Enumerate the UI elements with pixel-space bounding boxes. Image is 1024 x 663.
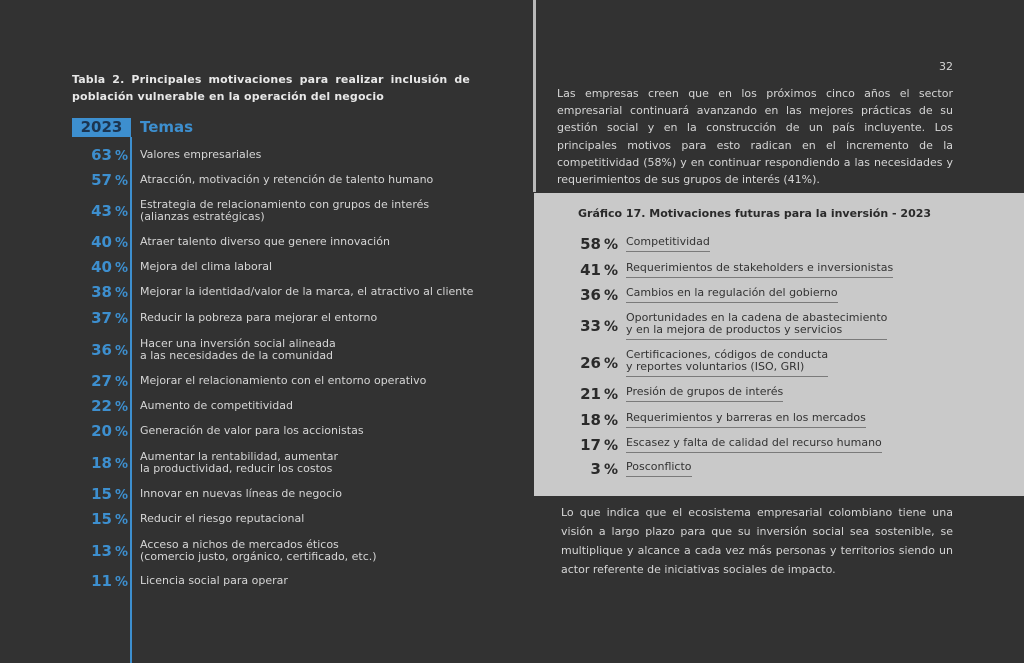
chart-item-percent <box>560 286 618 304</box>
chart-item-value: 41 <box>580 261 601 279</box>
chart-item <box>560 349 828 377</box>
table-row <box>60 199 480 223</box>
row-percent-symbol: % <box>114 261 128 276</box>
chart-item-value: 18 <box>580 411 601 429</box>
table-row <box>60 485 480 503</box>
chart-item-label: Cambios en la regulación del gobierno <box>626 287 838 303</box>
chart-item-value: 33 <box>580 317 601 335</box>
row-text: Estrategia de relacionamiento con grupos de interés (alianzas estratégicas) <box>140 198 430 223</box>
chart-item-percent <box>560 235 618 253</box>
row-percent-symbol: % <box>114 425 128 440</box>
chart-item-percent <box>560 317 618 335</box>
table-row <box>60 283 480 301</box>
chart-item-label: Escasez y falta de calidad del recurso humano <box>626 437 882 453</box>
row-percent <box>60 485 128 503</box>
chart-item-label: Certificaciones, códigos de conducta y reportes voluntarios (ISO, GRI) <box>626 349 828 377</box>
row-percent-value: 22 <box>91 397 112 415</box>
chart-item-value: 26 <box>580 354 601 372</box>
row-percent-value: 15 <box>91 485 112 503</box>
table-row <box>60 233 480 251</box>
table-title: Tabla 2. Principales motivaciones para realizar inclusión de población vulnerable en la operación del negocio <box>72 73 470 103</box>
table-row <box>60 422 480 440</box>
chart-item-label: Oportunidades en la cadena de abastecimiento y en la mejora de productos y servicios <box>626 312 887 340</box>
chart-item-percent-symbol: % <box>603 356 618 372</box>
chart-item-label: Presión de grupos de interés <box>626 386 783 402</box>
row-percent <box>60 341 128 359</box>
table-row <box>60 258 480 276</box>
row-percent-value: 18 <box>91 454 112 472</box>
chart-item-percent-symbol: % <box>603 288 618 304</box>
paragraph-top: Las empresas creen que en los próximos cinco años el sector empresarial continuará avanzando en las mejores prácticas de su gestión social y en la construcción de un país incluyente. Los principales motivos para esto radican en el incremento de la competitividad (58%) y en continuar respondiendo a las necesidades y requerimientos de sus grupos de interés (41%). <box>557 87 953 187</box>
row-percent-symbol: % <box>114 575 128 590</box>
chart-item-value: 36 <box>580 286 601 304</box>
chart-item <box>560 385 783 403</box>
row-percent-symbol: % <box>114 375 128 390</box>
chart-item-label: Requerimientos y barreras en los mercados <box>626 412 866 428</box>
paragraph-bottom: Lo que indica que el ecosistema empresarial colombiano tiene una visión a largo plazo para que su inversión social sea sostenible, se multiplique y alcance a cada vez más personas y territorios siendo un actor referente de iniciativas sociales de impacto. <box>561 506 953 576</box>
row-text: Valores empresariales <box>140 148 262 161</box>
table-header-label: Temas <box>140 118 194 136</box>
chart-item-value: 17 <box>580 436 601 454</box>
row-percent-symbol: % <box>114 488 128 503</box>
chart-item-label: Posconflicto <box>626 461 692 477</box>
table-header-year: 2023 <box>72 118 131 137</box>
row-percent-value: 27 <box>91 372 112 390</box>
row-percent-symbol: % <box>114 174 128 189</box>
row-text: Atracción, motivación y retención de talento humano <box>140 173 434 186</box>
chart-item <box>560 286 838 304</box>
chart-item-percent-symbol: % <box>603 438 618 454</box>
row-percent-value: 38 <box>91 283 112 301</box>
chart-item-label: Requerimientos de stakeholders e inversionistas <box>626 262 893 278</box>
row-percent <box>60 233 128 251</box>
chart-item-label: Competitividad <box>626 236 710 252</box>
row-percent <box>60 542 128 560</box>
row-percent-symbol: % <box>114 149 128 164</box>
row-percent-value: 40 <box>91 258 112 276</box>
chart-item <box>560 312 887 340</box>
row-percent-symbol: % <box>114 312 128 327</box>
row-percent <box>60 283 128 301</box>
row-percent-symbol: % <box>114 400 128 415</box>
chart-item-percent <box>560 436 618 454</box>
chart-item-percent <box>560 460 618 478</box>
table-row <box>60 510 480 528</box>
row-percent-symbol: % <box>114 457 128 472</box>
row-text: Innovar en nuevas líneas de negocio <box>140 487 342 500</box>
page-fold-line <box>533 0 536 192</box>
chart-title: Gráfico 17. Motivaciones futuras para la inversión - 2023 <box>578 207 932 220</box>
row-text: Mejorar la identidad/valor de la marca, el atractivo al cliente <box>140 285 474 298</box>
table-row <box>60 539 480 563</box>
table-row <box>60 146 480 164</box>
chart-item-percent-symbol: % <box>603 319 618 335</box>
chart-item-percent-symbol: % <box>603 263 618 279</box>
row-percent-symbol: % <box>114 344 128 359</box>
row-percent-symbol: % <box>114 236 128 251</box>
row-percent-symbol: % <box>114 513 128 528</box>
row-percent <box>60 258 128 276</box>
row-percent-value: 57 <box>91 171 112 189</box>
row-percent <box>60 171 128 189</box>
row-percent-value: 13 <box>91 542 112 560</box>
row-percent <box>60 146 128 164</box>
row-percent <box>60 309 128 327</box>
row-percent-value: 15 <box>91 510 112 528</box>
table-row <box>60 372 480 390</box>
chart-item <box>560 411 866 429</box>
row-text: Reducir la pobreza para mejorar el entorno <box>140 311 378 324</box>
table-row <box>60 397 480 415</box>
chart-item <box>560 235 710 253</box>
chart-item-percent-symbol: % <box>603 387 618 403</box>
table-row <box>60 171 480 189</box>
row-percent <box>60 372 128 390</box>
chart-item-percent <box>560 385 618 403</box>
row-percent-value: 37 <box>91 309 112 327</box>
row-percent-symbol: % <box>114 545 128 560</box>
row-text: Mejorar el relacionamiento con el entorno operativo <box>140 374 427 387</box>
chart-item-percent-symbol: % <box>603 462 618 478</box>
chart-item <box>560 460 692 478</box>
chart-item-percent <box>560 261 618 279</box>
chart-item-value: 21 <box>580 385 601 403</box>
chart-item <box>560 436 882 454</box>
chart-item-value: 3 <box>590 460 601 478</box>
row-percent-value: 20 <box>91 422 112 440</box>
row-percent-symbol: % <box>114 205 128 220</box>
row-percent <box>60 572 128 590</box>
chart-item-percent <box>560 354 618 372</box>
row-text: Acceso a nichos de mercados éticos (comercio justo, orgánico, certificado, etc.) <box>140 538 377 563</box>
chart-item-percent-symbol: % <box>603 237 618 253</box>
table-row <box>60 338 480 362</box>
chart-item-percent-symbol: % <box>603 413 618 429</box>
chart-item-percent <box>560 411 618 429</box>
row-percent-value: 36 <box>91 341 112 359</box>
row-text: Aumentar la rentabilidad, aumentar la productividad, reducir los costos <box>140 450 338 475</box>
row-text: Generación de valor para los accionistas <box>140 424 364 437</box>
row-percent-value: 40 <box>91 233 112 251</box>
row-text: Licencia social para operar <box>140 574 288 587</box>
table-row <box>60 309 480 327</box>
row-percent <box>60 422 128 440</box>
row-text: Atraer talento diverso que genere innovación <box>140 235 390 248</box>
row-text: Mejora del clima laboral <box>140 260 273 273</box>
chart-item-value: 58 <box>580 235 601 253</box>
page-number: 32 <box>939 60 953 73</box>
table-row <box>60 451 480 475</box>
row-text: Aumento de competitividad <box>140 399 293 412</box>
row-percent <box>60 202 128 220</box>
row-percent-symbol: % <box>114 286 128 301</box>
table-row <box>60 572 480 590</box>
chart-item <box>560 261 893 279</box>
row-percent-value: 63 <box>91 146 112 164</box>
row-percent <box>60 454 128 472</box>
row-percent-value: 43 <box>91 202 112 220</box>
row-percent <box>60 397 128 415</box>
row-percent-value: 11 <box>91 572 112 590</box>
row-percent <box>60 510 128 528</box>
row-text: Hacer una inversión social alineada a las necesidades de la comunidad <box>140 337 336 362</box>
row-text: Reducir el riesgo reputacional <box>140 512 305 525</box>
